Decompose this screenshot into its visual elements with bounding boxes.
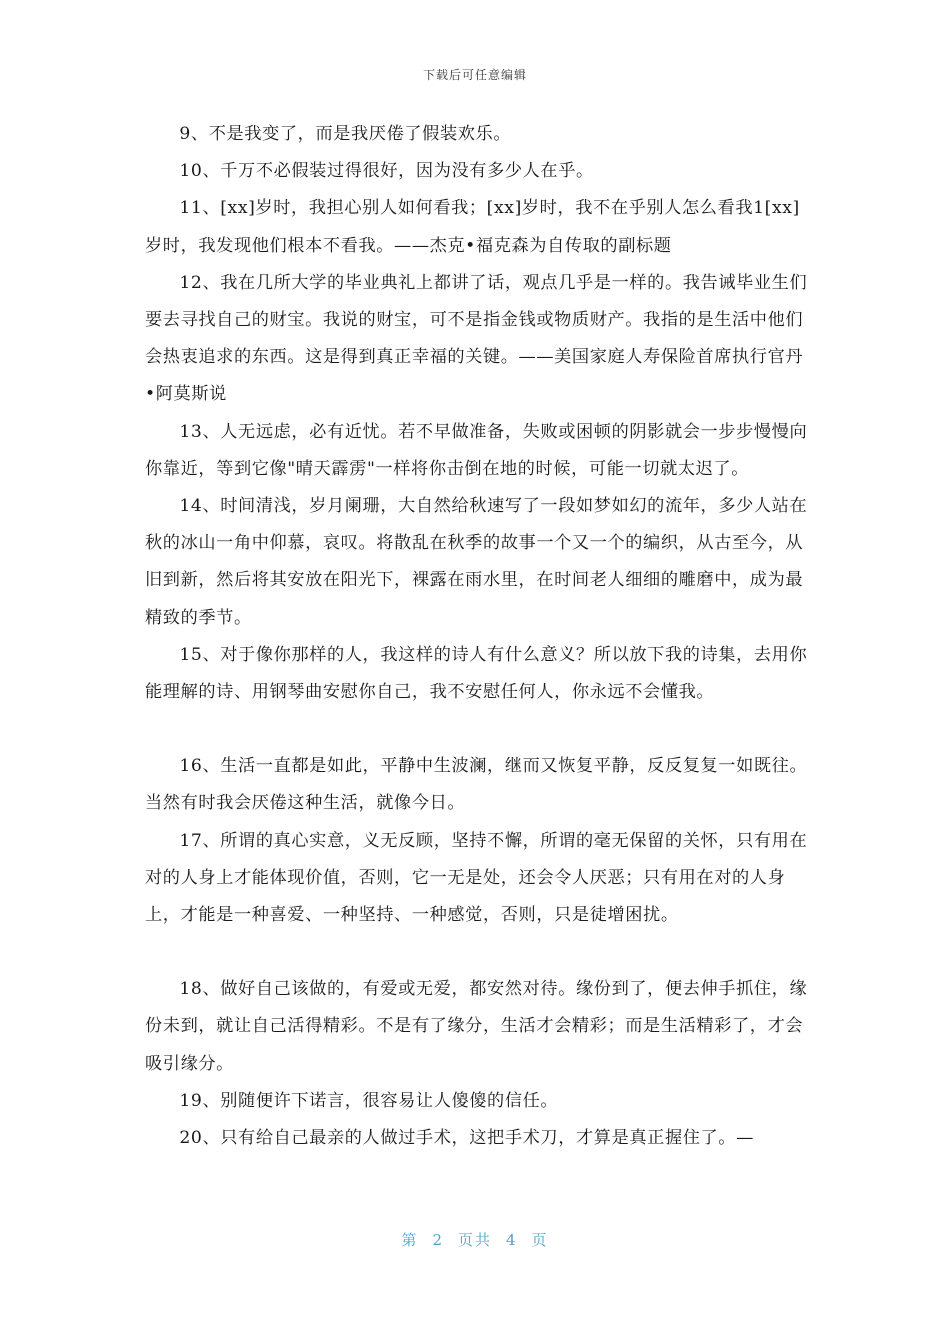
paragraph-spacer: [145, 711, 810, 748]
paragraph-15: 15、对于像你那样的人，我这样的诗人有什么意义？所以放下我的诗集，去用你能理解的诗、用钢琴曲安慰你自己，我不安慰任何人，你永远不会懂我。: [145, 644, 808, 703]
footer-suffix: 页: [531, 1231, 549, 1249]
paragraph-19: 19、别随便许下诺言，很容易让人傻傻的信任。: [179, 1090, 559, 1111]
paragraph-13: 13、人无远虑，必有近忧。若不早做准备，失败或困顿的阴影就会一步步慢慢向你靠近，等到它像"晴天霹雳"一样将你击倒在地的时候，可能一切就太迟了。: [145, 421, 808, 479]
paragraph-20: 20、只有给自己最亲的人做过手术，这把手术刀，才算是真正握住了。—: [179, 1128, 754, 1149]
page-footer: [0, 1229, 950, 1250]
paragraph-14: 14、时间清浅，岁月阑珊，大自然给秋速写了一段如梦如幻的流年，多少人站在秋的冰山一角中仰慕，哀叹。将散乱在秋季的故事一个又一个的编织，从古至今，从旧到新，然后将其安放在阳光下，裸露在雨水里，在时间老人细细的雕磨中，成为最精致的季节。: [145, 496, 808, 628]
footer-middle: 页共: [457, 1231, 492, 1249]
page-header: 下载后可任意编辑: [422, 68, 527, 82]
paragraph-12: 12、我在几所大学的毕业典礼上都讲了话，观点几乎是一样的。我告诫毕业生们要去寻找自己的财宝。我说的财宝，可不是指金钱或物质财产。我指的是生活中他们会热衷追求的东西。这是得到真正幸福的关键。——美国家庭人寿保险首席执行官丹•阿莫斯说: [145, 272, 808, 405]
footer-prefix: 第: [401, 1231, 419, 1249]
paragraph-11: 11、[xx]岁时，我担心别人如何看我；[xx]岁时，我不在乎别人怎么看我1[xx]岁时，我发现他们根本不看我。——杰克•福克森为自传取的副标题: [145, 198, 800, 256]
footer-page-number: 2: [432, 1231, 444, 1249]
paragraph-9: 9、不是我变了，而是我厌倦了假装欢乐。: [179, 124, 512, 144]
footer-total-pages: 4: [506, 1231, 518, 1249]
document-body: [145, 116, 810, 1157]
paragraph-10: 10、千万不必假装过得很好，因为没有多少人在乎。: [179, 161, 594, 182]
paragraph-16: 16、生活一直都是如此，平静中生波澜，继而又恢复平静，反反复复一如既往。当然有时我会厌倦这种生活，就像今日。: [145, 756, 808, 814]
paragraph-17: 17、所谓的真心实意，义无反顾，坚持不懈，所谓的毫无保留的关怀，只有用在对的人身上才能体现价值，否则，它一无是处，还会令人厌恶；只有用在对的人身上，才能是一种喜爱、一种坚持、一种感觉，否则，只是徒增困扰。: [145, 830, 808, 926]
paragraph-spacer: [145, 934, 810, 971]
paragraph-18: 18、做好自己该做的，有爱或无爱，都安然对待。缘份到了，便去伸手抓住，缘份未到，就让自己活得精彩。不是有了缘分，生活才会精彩；而是生活精彩了，才会吸引缘分。: [145, 979, 808, 1074]
